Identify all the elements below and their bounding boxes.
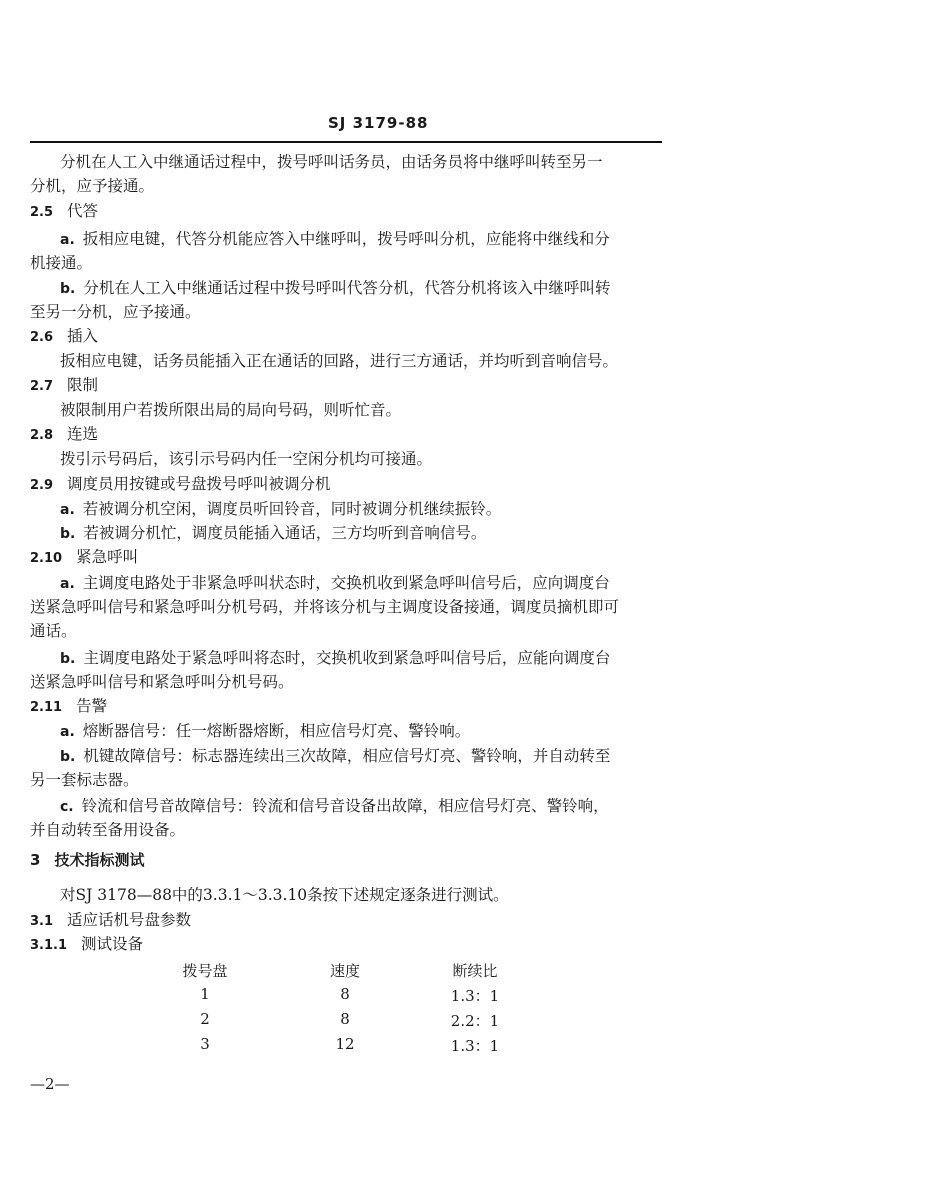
section-number: 2.8 [30,428,54,443]
item-letter: b. [60,281,76,297]
item-text: 若被调分机空闲，调度员听回铃音，同时被调分机继续振铃。 [82,500,502,518]
table-cell: 1.3：1 [450,987,500,1005]
section-heading-2-10 [30,547,138,569]
dial-parameter-table [150,960,570,1060]
table-header-cell: 速度 [329,962,360,980]
section-number: 2.9 [30,478,54,493]
table-cell: 1.3：1 [450,1037,500,1055]
item-letter: b. [60,651,76,667]
table-row [150,985,570,1010]
section-title: 技术指标测试 [54,851,145,869]
paragraph-line: 拨引示号码后，该引示号码内任一空闲分机均可接通。 [60,450,433,468]
table-header-cell: 拨号盘 [182,962,228,980]
section-heading-2-6 [30,326,98,348]
item-letter: a. [60,502,75,518]
paragraph-line [60,229,610,250]
paragraph-line: 并自动转至备用设备。 [30,821,186,839]
section-heading-2-7 [30,375,98,397]
paragraph-line: 至另一分机，应予接通。 [30,303,201,321]
section-heading-3-1 [30,910,191,932]
section-heading-2-9 [30,474,331,496]
section-number: 2.11 [30,700,63,715]
table-header-cell: 断续比 [452,962,498,980]
section-title: 限制 [67,376,99,394]
paragraph-line: 被限制用户若拨所限出局的局向号码，则听忙音。 [60,401,402,419]
item-text: 熔断器信号：任一熔断器熔断，相应信号灯亮、警铃响。 [82,722,471,740]
section-title: 插入 [67,327,99,345]
section-heading-2-11 [30,696,107,718]
section-title: 连选 [67,425,99,443]
section-number: 2.5 [30,205,54,220]
paragraph-line: 分机，应予接通。 [30,177,155,195]
section-heading-3-1-1 [30,934,143,956]
table-row [150,1035,570,1060]
item-text: 主调度电路处于紧急呼叫将态时，交换机收到紧急呼叫信号后，应能向调度台 [83,649,611,667]
section-heading-2-8 [30,424,98,446]
item-text: 分机在人工入中继通话过程中拨号呼叫代答分机，代答分机将该入中继呼叫转 [83,279,611,297]
table-cell: 12 [335,1035,355,1053]
paragraph-line [60,721,470,742]
item-letter: a. [60,232,75,248]
item-letter: b. [60,749,76,765]
item-letter: b. [60,526,76,542]
paragraph-line: 送紧急呼叫信号和紧急呼叫分机号码。 [30,673,294,691]
section-title: 测试设备 [81,935,144,953]
section-number: 3 [30,851,41,869]
section-number: 3.1 [30,914,54,929]
table-cell: 8 [340,985,350,1003]
paragraph-line [60,796,609,817]
paragraph-line [60,499,501,520]
table-row [150,1010,570,1035]
item-text: 机键故障信号：标志器连续出三次故障，相应信号灯亮、警铃响，并自动转至 [83,747,611,765]
item-letter: a. [60,576,75,592]
document-code-header: SJ 3179-88 [328,114,429,132]
paragraph-line: 扳相应电键，话务员能插入正在通话的回路，进行三方通话，并均听到音响信号。 [60,352,619,370]
paragraph-line [60,648,610,669]
paragraph-line: 分机在人工入中继通话过程中，拨号呼叫话务员，由话务员将中继呼叫转至另一 [60,153,603,171]
section-title: 告警 [76,697,108,715]
section-number: 3.1.1 [30,938,68,953]
paragraph-line: 对SJ 3178—88中的3.3.1～3.3.10条按下述规定逐条进行测试。 [60,886,509,904]
item-text: 扳相应电键，代答分机能应答入中继呼叫，拨号呼叫分机，应能将中继线和分 [82,230,610,248]
paragraph-line: 另一套标志器。 [30,771,139,789]
table-cell: 3 [200,1035,210,1053]
paragraph-line: 送紧急呼叫信号和紧急呼叫分机号码，并将该分机与主调度设备接通，调度员摘机即可 [30,598,620,616]
table-cell: 8 [340,1010,350,1028]
item-text: 主调度电路处于非紧急呼叫状态时，交换机收到紧急呼叫信号后，应向调度台 [82,574,610,592]
paragraph-line: 机接通。 [30,254,93,272]
item-text: 铃流和信号音故障信号：铃流和信号音设备出故障，相应信号灯亮、警铃响， [81,797,609,815]
section-number: 2.6 [30,330,54,345]
paragraph-line [60,523,486,544]
item-text: 若被调分机忙，调度员能插入通话，三方均听到音响信号。 [83,524,487,542]
table-cell: 2 [200,1010,210,1028]
section-number: 2.7 [30,379,54,394]
table-cell: 1 [200,985,210,1003]
section-number: 2.10 [30,551,63,566]
section-title: 代答 [67,202,99,220]
header-rule [30,141,662,143]
table-cell: 2.2：1 [450,1012,500,1030]
section-title: 紧急呼叫 [76,548,139,566]
section-heading-3 [30,850,144,870]
paragraph-line [60,746,610,767]
table-header-row [150,960,570,985]
page-number: —2— [30,1075,70,1093]
section-heading-2-5 [30,201,98,223]
section-title: 调度员用按键或号盘拨号呼叫被调分机 [67,475,331,493]
item-letter: a. [60,724,75,740]
item-letter: c. [60,799,74,815]
section-title: 适应话机号盘参数 [67,911,192,929]
paragraph-line [60,573,610,594]
paragraph-line [60,278,610,299]
paragraph-line: 通话。 [30,622,77,640]
